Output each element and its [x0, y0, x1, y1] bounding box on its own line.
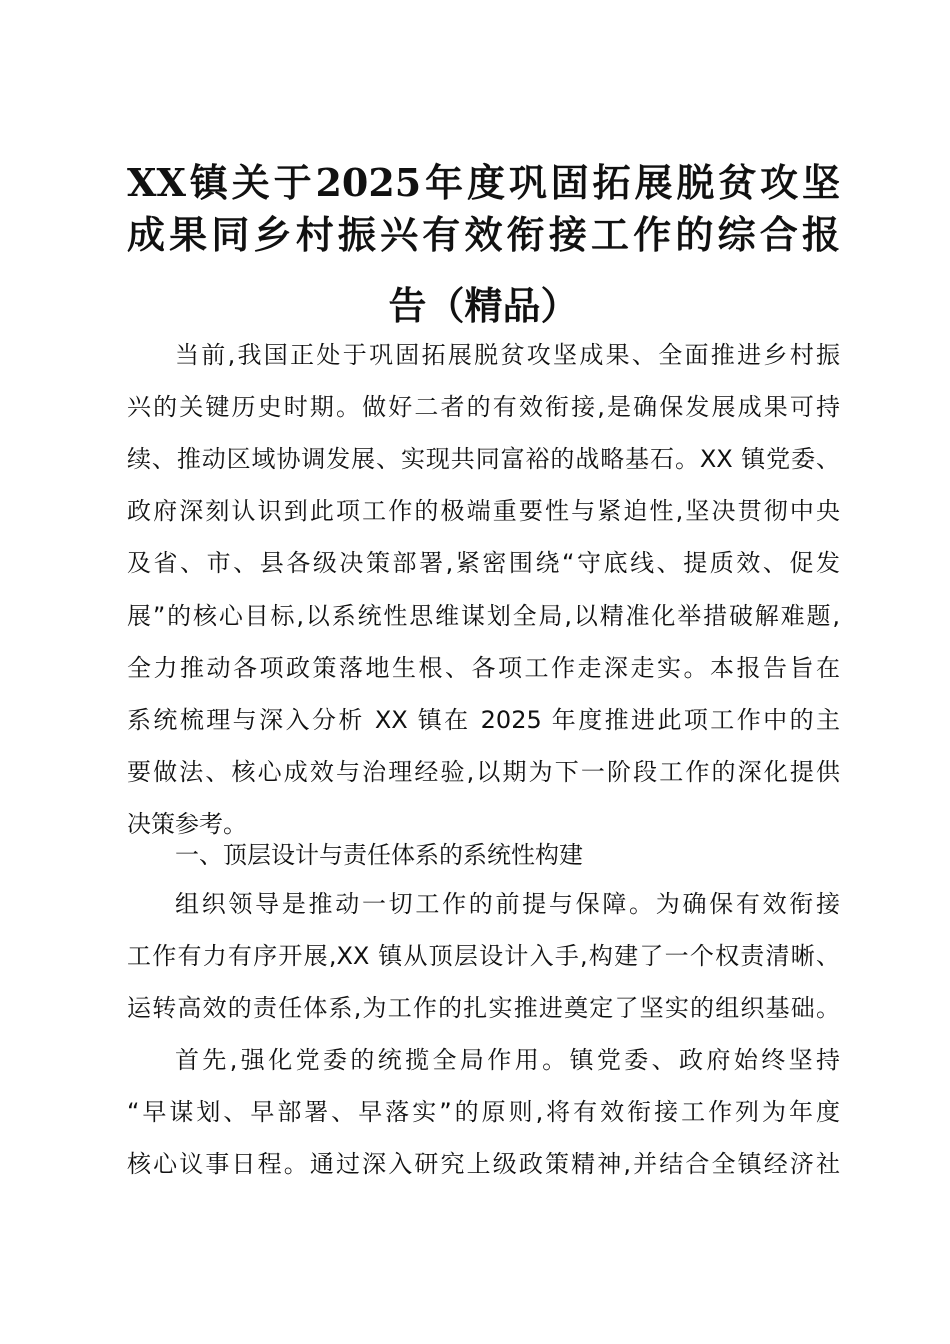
section-paragraph-line: 核心议事日程。通过深入研究上级政策精神,并结合全镇经济社	[127, 1150, 840, 1178]
section-paragraph-line: 组织领导是推动一切工作的前提与保障。为确保有效衔接	[175, 890, 840, 918]
intro-paragraph-line: 要做法、核心成效与治理经验,以期为下一阶段工作的深化提供	[127, 758, 840, 786]
document-title-line: 告（精品）	[388, 283, 579, 328]
intro-paragraph-line: 续、推动区域协调发展、实现共同富裕的战略基石。XX 镇党委、	[127, 445, 840, 473]
document-title-line: XX镇关于2025年度巩固拓展脱贫攻坚	[127, 160, 840, 205]
intro-paragraph-line: 展”的核心目标,以系统性思维谋划全局,以精准化举措破解难题,	[127, 602, 840, 630]
section-paragraph-line: “早谋划、早部署、早落实”的原则,将有效衔接工作列为年度	[127, 1098, 840, 1126]
section-paragraph-line: 运转高效的责任体系,为工作的扎实推进奠定了坚实的组织基础。	[127, 994, 840, 1022]
intro-paragraph-line: 政府深刻认识到此项工作的极端重要性与紧迫性,坚决贯彻中央	[127, 497, 840, 525]
intro-paragraph-line: 及省、市、县各级决策部署,紧密围绕“守底线、提质效、促发	[127, 549, 840, 577]
document-title-line: 成果同乡村振兴有效衔接工作的综合报	[127, 212, 840, 257]
section-heading: 一、顶层设计与责任体系的系统性构建	[175, 841, 583, 869]
intro-paragraph-line: 决策参考。	[127, 810, 247, 838]
intro-paragraph-line: 当前,我国正处于巩固拓展脱贫攻坚成果、全面推进乡村振	[175, 341, 840, 369]
intro-paragraph-line: 兴的关键历史时期。做好二者的有效衔接,是确保发展成果可持	[127, 393, 840, 421]
intro-paragraph-line: 全力推动各项政策落地生根、各项工作走深走实。本报告旨在	[127, 654, 840, 682]
section-paragraph-line: 工作有力有序开展,XX 镇从顶层设计入手,构建了一个权责清晰、	[127, 942, 840, 970]
intro-paragraph-line: 系统梳理与深入分析 XX 镇在 2025 年度推进此项工作中的主	[127, 706, 840, 734]
section-paragraph-line: 首先,强化党委的统揽全局作用。镇党委、政府始终坚持	[175, 1046, 840, 1074]
